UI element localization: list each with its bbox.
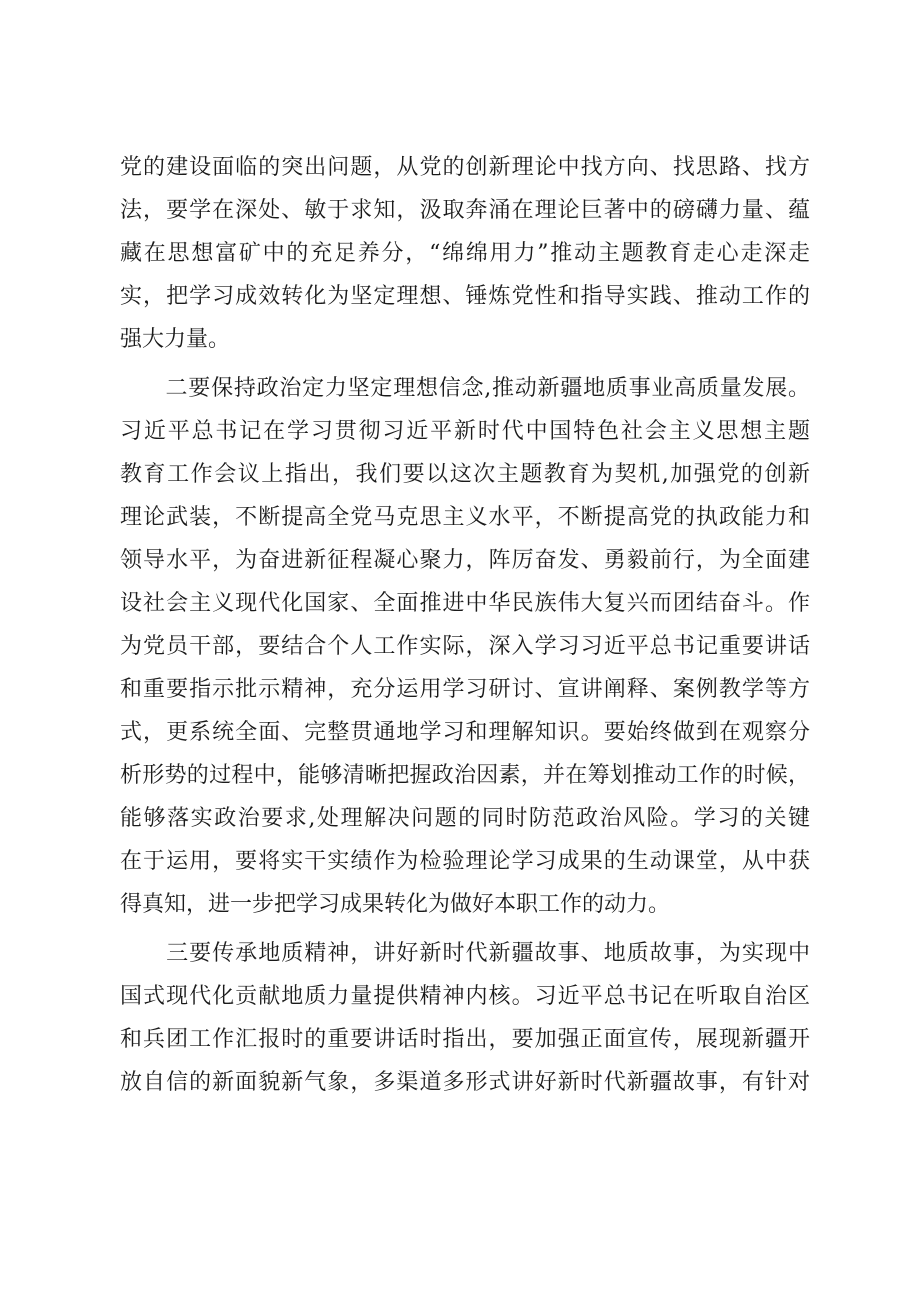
text-line: 国式现代化贡献地质力量提供精神内核。习近平总书记在听取自治区 [120,984,810,1009]
text-line: 和兵团工作汇报时的重要讲话时指出，要加强正面宣传，展现新疆开 [120,1027,810,1052]
text-line: 式，更系统全面、完整贯通地学习和理解知识。要始终做到在观察分 [120,720,810,745]
text-line: 实，把学习成效转化为坚定理想、锤炼党性和指导实践、推动工作的 [120,284,810,309]
document-body [120,146,810,1104]
text-line: 在于运用，要将实干实绩作为检验理论学习成果的生动课堂，从中获 [120,849,810,874]
text-line: 三要传承地质精神，讲好新时代新疆故事、地质故事，为实现中 [120,941,810,966]
text-line: 强大力量。 [120,327,231,352]
text-line: 领导水平，为奋进新征程凝心聚力，阵厉奋发、勇毅前行，为全面建 [120,548,810,573]
paragraph [120,367,810,926]
text-line: 藏在思想富矿中的充足养分，“绵绵用力”推动主题教育走心走深走 [120,241,810,266]
text-line: 习近平总书记在学习贯彻习近平新时代中国特色社会主义思想主题 [120,419,810,444]
text-line: 放自信的新面貌新气象，多渠道多形式讲好新时代新疆故事，有针对 [120,1070,810,1095]
text-line: 理论武装，不断提高全党马克思主义水平，不断提高党的执政能力和 [120,505,810,530]
text-line: 设社会主义现代化国家、全面推进中华民族伟大复兴而团结奋斗。作 [120,591,810,616]
text-line: 析形势的过程中，能够清晰把握政治因素，并在筹划推动工作的时候， [120,763,810,788]
text-line: 和重要指示批示精神，充分运用学习研讨、宣讲阐释、案例教学等方 [120,677,810,702]
paragraph [120,146,810,361]
text-line: 法，要学在深处、敏于求知，汲取奔涌在理论巨著中的磅礴力量、蕴 [120,198,810,223]
paragraph [120,932,810,1104]
text-line: 二要保持政治定力坚定理想信念,推动新疆地质事业高质量发展。 [120,376,810,401]
text-line: 得真知，进一步把学习成果转化为做好本职工作的动力。 [120,892,671,917]
text-line: 能够落实政治要求,处理解决问题的同时防范政治风险。学习的关键 [120,806,810,831]
text-line: 党的建设面临的突出问题，从党的创新理论中找方向、找思路、找方 [120,155,810,180]
text-line: 为党员干部，要结合个人工作实际，深入学习习近平总书记重要讲话 [120,634,810,659]
text-line: 教育工作会议上指出，我们要以这次主题教育为契机,加强党的创新 [120,462,810,487]
